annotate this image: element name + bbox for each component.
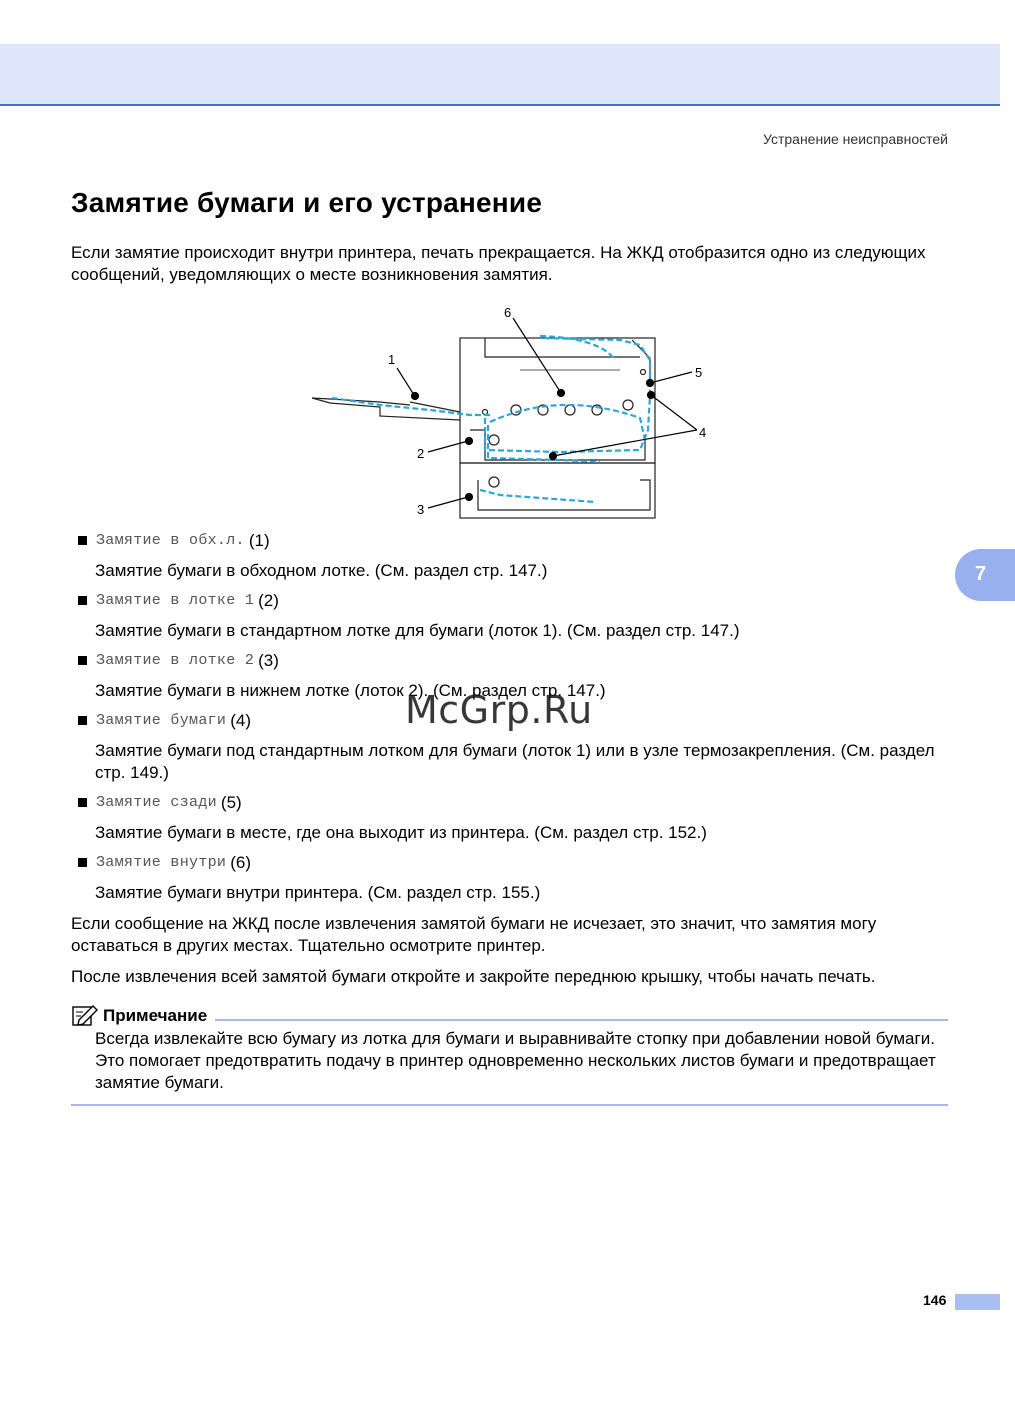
callout-ref: (6) [230,853,252,872]
list-item [76,852,956,912]
page-number: 146 [923,1292,947,1308]
watermark: McGrp.Ru [405,688,593,732]
divider [71,1104,948,1106]
item-description: Замятие бумаги в стандартном лотке для бумаги (лоток 1). (См. раздел стр. 147.) [95,621,740,640]
callout-dot-3 [466,494,473,501]
lcd-message: Замятие в лотке 2 [96,652,255,669]
divider [215,1019,948,1021]
callout-label-3: 3 [417,502,425,517]
roller [623,400,633,410]
callout-line-1 [397,368,414,395]
bullet-icon [78,536,87,545]
callout-line-4a [553,430,697,456]
roller [483,410,488,415]
callout-dot-5 [647,380,654,387]
callout-line-5 [650,372,692,383]
callout-label-6: 6 [504,305,512,320]
list-item [76,590,956,650]
callout-dot-6 [558,390,565,397]
callout-dot-4a [550,453,557,460]
callout-ref: (4) [230,711,252,730]
callout-ref: (2) [258,591,279,610]
bullet-icon [78,798,87,807]
note-title: Примечание [103,1006,208,1025]
callout-dot-4b [648,392,655,399]
callout-ref: (3) [258,651,279,670]
roller [489,477,499,487]
bullet-icon [78,596,87,605]
item-description: Замятие бумаги в нижнем лотке (лоток 2). (См. раздел стр. 147.) [95,681,606,700]
callout-ref: (5) [220,793,242,812]
callout-label-1: 1 [388,352,396,367]
lcd-message: Замятие в обх.л. [96,532,245,549]
intro-paragraph: Если замятие происходит внутри принтера, печать прекращается. На ЖКД отобразится одно из следующих сообщений, уведомляющих о месте возникновения замятия. [71,243,926,284]
callout-dot-2 [466,438,473,445]
paragraph: Если сообщение на ЖКД после извлечения замятой бумаги не исчезает, это значит, что замятия могу оставаться в других местах. Тщательно осмотрите принтер. [71,914,877,955]
callout-ref: (1) [248,531,270,550]
chapter-number: 7 [975,563,987,585]
roller [511,405,521,415]
callout-label-5: 5 [695,365,703,380]
roller [641,370,646,375]
section-header: Устранение неисправностей [763,131,948,147]
item-description: Замятие бумаги внутри принтера. (См. раздел стр. 155.) [95,883,541,902]
item-description: Замятие бумаги под стандартным лотком для бумаги (лоток 1) или в узле термозакрепления. (См. раздел стр. 149.) [95,741,935,782]
callout-label-4: 4 [699,425,707,440]
chapter-tab [955,549,1015,601]
bullet-icon [78,716,87,725]
header-band [0,44,1000,106]
callout-line-2 [428,441,468,452]
lcd-message: Замятие сзади [96,794,217,811]
callout-label-2: 2 [417,446,425,461]
callout-line-4b [651,395,697,430]
bypass-tray-outline [312,398,460,420]
roller [565,405,575,415]
lcd-message: Замятие внутри [96,854,227,871]
item-description: Замятие бумаги в месте, где она выходит из принтера. (См. раздел стр. 152.) [95,823,707,842]
printer-jam-diagram [300,300,707,525]
list-item [76,792,956,852]
callout-dot-1 [412,393,419,400]
lcd-message: Замятие в лотке 1 [96,592,255,609]
bullet-icon [78,656,87,665]
item-description: Замятие бумаги в обходном лотке. (См. раздел стр. 147.) [95,561,548,580]
note-pencil-icon [71,1004,99,1028]
paper-path [332,336,650,502]
callout-line-6 [513,318,561,393]
list-item [76,530,956,590]
roller [489,435,499,445]
lcd-message: Замятие бумаги [96,712,227,729]
callout-line-3 [428,497,468,508]
page-number-bar [955,1294,1000,1310]
bullet-icon [78,858,87,867]
page-title: Замятие бумаги и его устранение [71,187,543,218]
note-body: Всегда извлекайте всю бумагу из лотка для бумаги и выравнивайте стопку при добавлении новой бумаги. Это помогает предотвратить подачу в принтер одновременно нескольких листов бумаги и предотвращает замятие бумаги. [95,1029,936,1092]
paragraph: После извлечения всей замятой бумаги откройте и закройте переднюю крышку, чтобы начать печать. [71,967,876,986]
after-text [71,913,956,997]
note-box [71,1002,948,1106]
